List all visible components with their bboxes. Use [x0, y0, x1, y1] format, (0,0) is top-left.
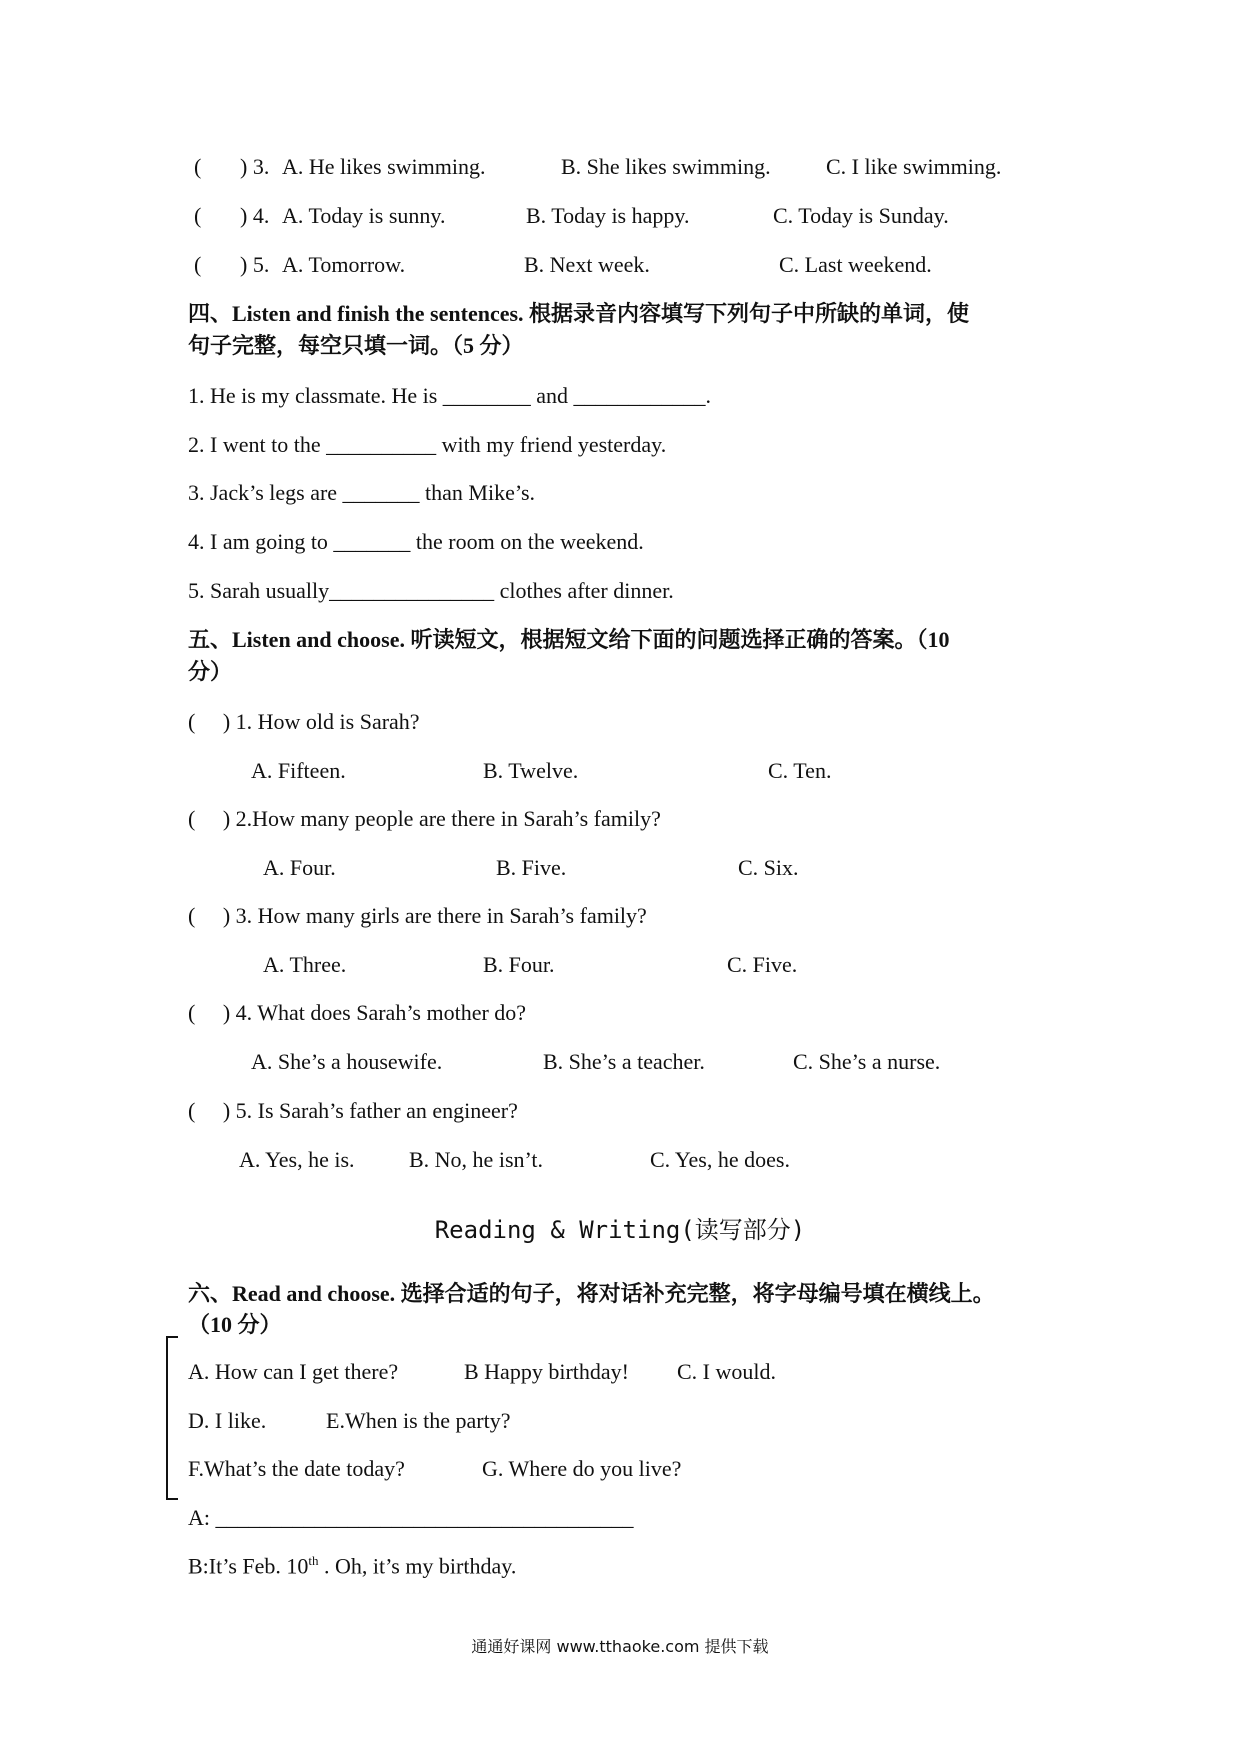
listen-q2-option-c: C. Six. [738, 855, 799, 880]
choice-a: A. How can I get there? [188, 1359, 399, 1384]
listen-q3-option-a: A. Three. [263, 952, 347, 977]
listen-q3-option-b: B. Four. [483, 952, 555, 977]
choice-d: D. I like. [188, 1408, 267, 1433]
dialog-line-b-rest: . Oh, it’s my birthday. [318, 1553, 517, 1579]
listen-q4-option-c: C. She’s a nurse. [793, 1049, 941, 1074]
q4-option-c: C. Today is Sunday. [773, 203, 949, 228]
listen-q1: ( ) 1. How old is Sarah? [188, 709, 420, 734]
choice-b: B Happy birthday! [464, 1359, 629, 1384]
section4-heading-line2: 句子完整，每空只填一词。（5 分） [188, 333, 524, 358]
choice-f: F.What’s the date today? [188, 1456, 405, 1481]
q3-option-c: C. I like swimming. [826, 154, 1002, 179]
dialog-line-b-text: B:It’s Feb. 10 [188, 1553, 309, 1579]
choice-g: G. Where do you live? [482, 1456, 682, 1481]
section6-heading-line2: （10 分） [188, 1312, 282, 1337]
listen-q5-option-b: B. No, he isn’t. [409, 1147, 544, 1172]
listen-q1-option-b: B. Twelve. [483, 758, 579, 783]
section4-item-2: 2. I went to the __________ with my friend yesterday. [188, 432, 667, 457]
q5-option-c: C. Last weekend. [779, 252, 932, 277]
q3-option-b: B. She likes swimming. [561, 154, 771, 179]
listen-q2: ( ) 2.How many people are there in Sarah’s family? [188, 806, 661, 831]
q5-paren: ( [194, 252, 202, 277]
reading-writing-title: Reading & Writing(读写部分) [434, 1216, 806, 1244]
listen-q5-option-c: C. Yes, he does. [650, 1147, 790, 1172]
listen-q4-option-b: B. She’s a teacher. [543, 1049, 705, 1074]
q5-number: ) 5. [240, 252, 270, 277]
q4-option-b: B. Today is happy. [526, 203, 690, 228]
q5-option-b: B. Next week. [524, 252, 650, 277]
dialog-line-a: A: ______________________________________ [188, 1505, 634, 1530]
choice-e: E.When is the party? [326, 1408, 511, 1433]
listen-q3-option-c: C. Five. [727, 952, 798, 977]
listen-q1-option-c: C. Ten. [768, 758, 832, 783]
choice-c: C. I would. [677, 1359, 776, 1384]
section4-item-5: 5. Sarah usually_______________ clothes after dinner. [188, 578, 674, 603]
q4-number: ) 4. [240, 203, 270, 228]
dialog-line-b-superscript: th [308, 1553, 319, 1568]
listen-q5: ( ) 5. Is Sarah’s father an engineer? [188, 1098, 518, 1123]
listen-q4-option-a: A. She’s a housewife. [251, 1049, 443, 1074]
section4-item-1: 1. He is my classmate. He is ________ and ____________. [188, 383, 712, 408]
q3-option-a: A. He likes swimming. [282, 154, 486, 179]
section5-heading-line1: 五、Listen and choose. 听读短文，根据短文给下面的问题选择正确的答案。（10 [188, 627, 950, 652]
section4-item-3: 3. Jack’s legs are _______ than Mike’s. [188, 480, 536, 505]
q4-option-a: A. Today is sunny. [282, 203, 446, 228]
q3-number: ) 3. [240, 154, 270, 179]
dialog-line-b [188, 1553, 516, 1580]
q5-option-a: A. Tomorrow. [282, 252, 406, 277]
listen-q1-option-a: A. Fifteen. [251, 758, 346, 783]
section4-heading-line1: 四、Listen and finish the sentences. 根据录音内容填写下列句子中所缺的单词，使 [188, 301, 970, 326]
listen-q2-option-b: B. Five. [496, 855, 567, 880]
options-bracket [166, 1336, 178, 1500]
q3-paren: ( [194, 154, 202, 179]
footer-source-note: 通通好课网 www.tthaoke.com 提供下载 [471, 1637, 769, 1656]
q4-paren: ( [194, 203, 202, 228]
listen-q5-option-a: A. Yes, he is. [239, 1147, 355, 1172]
listen-q3: ( ) 3. How many girls are there in Sarah’s family? [188, 903, 647, 928]
section5-heading-line2: 分） [188, 659, 233, 684]
section6-heading-line1: 六、Read and choose. 选择合适的句子，将对话补充完整，将字母编号填在横线上。 [188, 1281, 995, 1306]
listen-q2-option-a: A. Four. [263, 855, 336, 880]
listen-q4: ( ) 4. What does Sarah’s mother do? [188, 1000, 527, 1025]
section4-item-4: 4. I am going to _______ the room on the weekend. [188, 529, 644, 554]
